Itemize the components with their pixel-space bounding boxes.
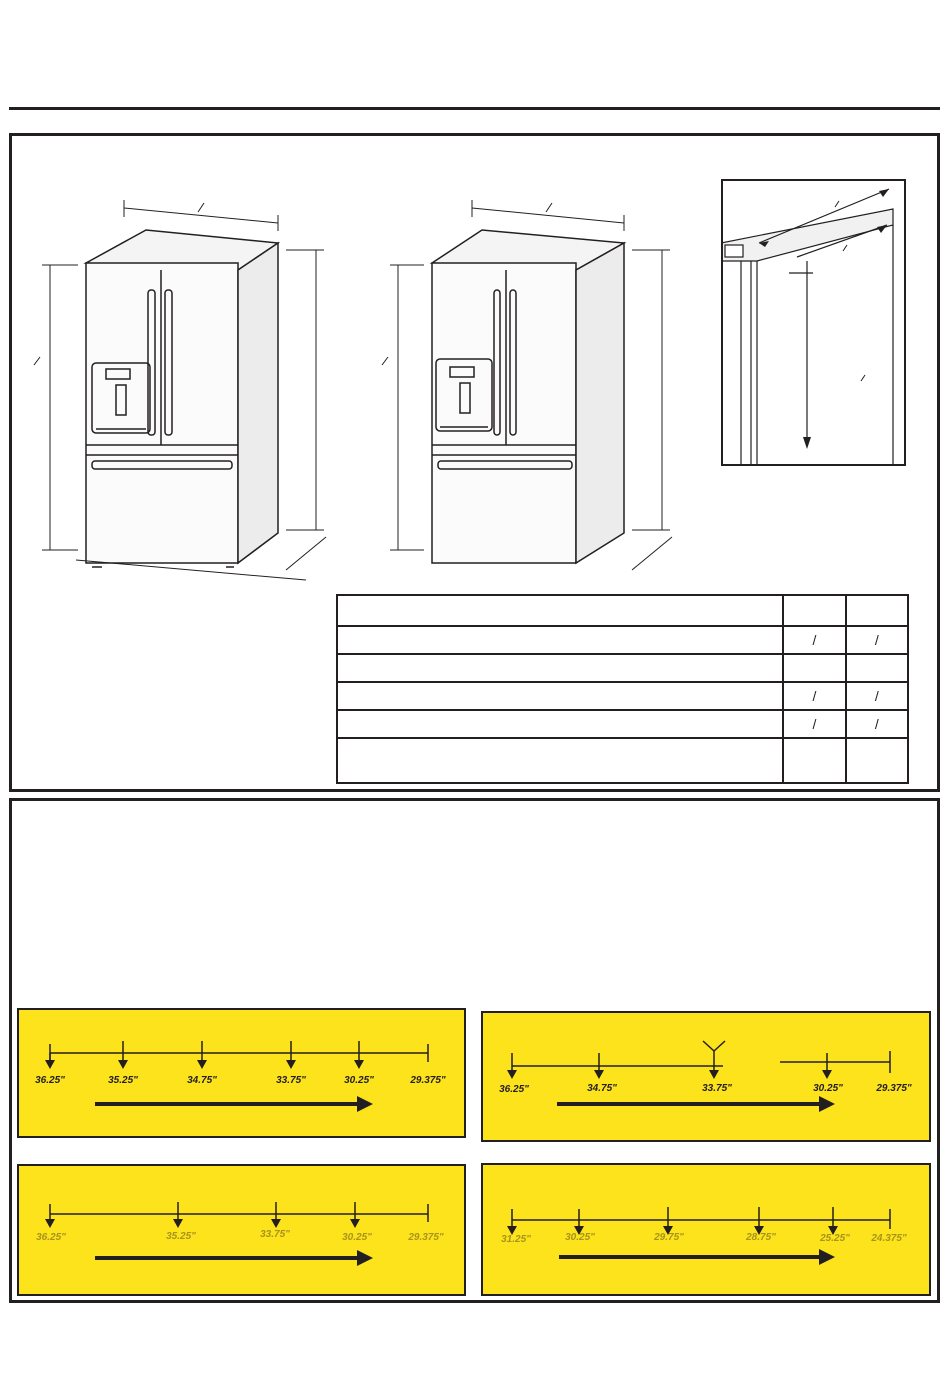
table-cell xyxy=(783,654,845,682)
tick-label: 28.75" xyxy=(746,1232,776,1243)
tick-label: 30.25" xyxy=(813,1083,843,1094)
table-cell: / xyxy=(783,682,845,710)
table-cell: / xyxy=(846,710,908,738)
table-cell xyxy=(783,738,845,783)
table-cell: / xyxy=(846,682,908,710)
table-cell xyxy=(846,595,908,626)
dimensions-table xyxy=(336,594,909,784)
tick-label: 25.25" xyxy=(820,1233,850,1244)
refrigerator-drawing-left xyxy=(16,175,336,595)
tick-label: 33.75" xyxy=(702,1083,732,1094)
table-cell xyxy=(337,626,783,654)
table-cell: / xyxy=(783,710,845,738)
tick-label: 36.25" xyxy=(499,1084,529,1095)
tick-label: 34.75" xyxy=(187,1075,217,1086)
tick-label: 29.375" xyxy=(876,1083,912,1094)
tick-label: 30.25" xyxy=(344,1075,374,1086)
depth-scale-box-3 xyxy=(17,1164,466,1296)
refrigerator-drawing-right xyxy=(362,175,682,595)
table-cell xyxy=(337,595,783,626)
table-cell xyxy=(846,654,908,682)
tick-label: 35.25" xyxy=(166,1231,196,1242)
tick-label: 31.25" xyxy=(501,1234,531,1245)
tick-label: 33.75" xyxy=(276,1075,306,1086)
tick-label: 33.75" xyxy=(260,1229,290,1240)
table-cell xyxy=(846,738,908,783)
tick-label: 29.375" xyxy=(408,1232,444,1243)
depth-scale-box-1 xyxy=(17,1008,466,1138)
tick-label: 30.25" xyxy=(342,1232,372,1243)
table-cell xyxy=(337,710,783,738)
table-row xyxy=(337,738,908,783)
tick-label: 24.375" xyxy=(871,1233,907,1244)
tick-label: 36.25" xyxy=(36,1232,66,1243)
tick-label: 29.75" xyxy=(654,1232,684,1243)
table-cell xyxy=(337,682,783,710)
table-cell xyxy=(337,738,783,783)
depth-scale-box-2 xyxy=(481,1011,931,1142)
table-cell xyxy=(783,595,845,626)
header-rule xyxy=(9,107,940,110)
table-row xyxy=(337,626,908,654)
table-row xyxy=(337,682,908,710)
tick-label: 30.25" xyxy=(565,1232,595,1243)
door-clearance-detail xyxy=(721,179,906,466)
table-row xyxy=(337,710,908,738)
table-row xyxy=(337,654,908,682)
tick-label: 35.25" xyxy=(108,1075,138,1086)
tick-label: 34.75" xyxy=(587,1083,617,1094)
table-row xyxy=(337,595,908,626)
table-cell: / xyxy=(783,626,845,654)
tick-label: 29.375" xyxy=(410,1075,446,1086)
tick-label: 36.25" xyxy=(35,1075,65,1086)
depth-scale-box-4 xyxy=(481,1163,931,1296)
table-cell xyxy=(337,654,783,682)
table-cell: / xyxy=(846,626,908,654)
